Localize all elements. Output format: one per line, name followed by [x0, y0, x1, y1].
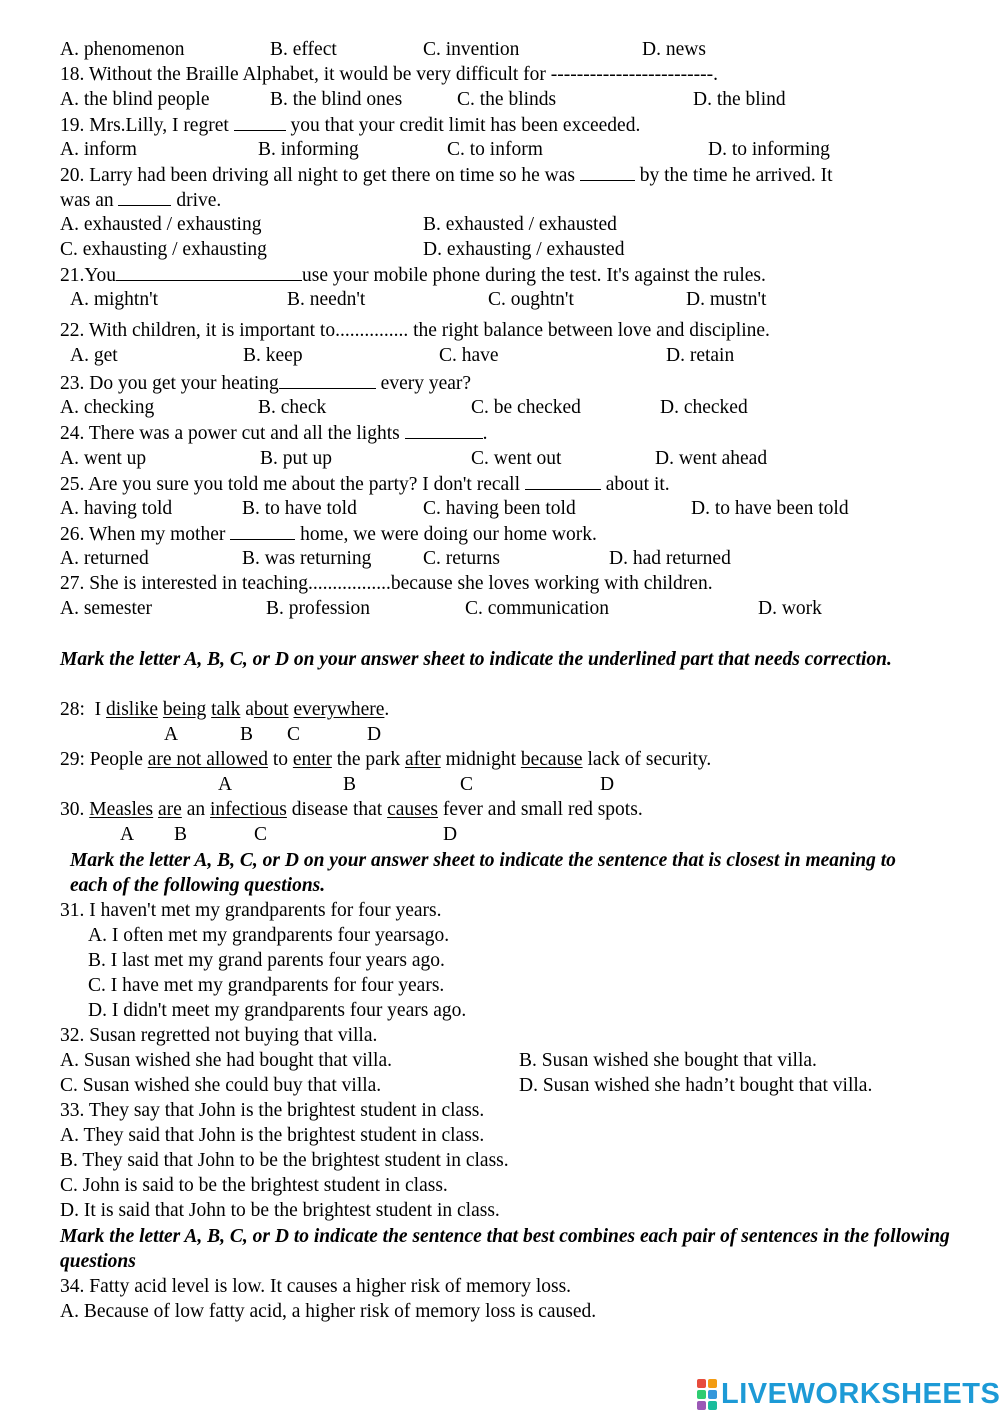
q23-question: 23. Do you get your heating every year? — [60, 370, 471, 396]
logo-text: LIVEWORKSHEETS — [721, 1377, 1000, 1410]
q29-part-d[interactable]: because — [520, 749, 583, 770]
q30-part-d[interactable]: causes — [387, 799, 438, 820]
q25-option-d[interactable]: D. to have been told — [691, 498, 849, 519]
logo-grid-icon — [697, 1379, 717, 1410]
q24-option-c[interactable]: C. went out — [471, 448, 562, 469]
q22-option-c[interactable]: C. have — [439, 345, 499, 366]
q31-option-d[interactable]: D. I didn't meet my grandparents four years ago. — [88, 1000, 467, 1021]
q30-letter-b: B — [174, 824, 188, 845]
q18-option-a[interactable]: A. the blind people — [60, 89, 210, 110]
q26-option-c[interactable]: C. returns — [423, 548, 500, 569]
q22-option-d[interactable]: D. retain — [666, 345, 735, 366]
answer-blank[interactable] — [116, 262, 302, 281]
answer-blank[interactable] — [580, 162, 635, 181]
q29-part-c[interactable]: after — [404, 749, 441, 770]
q32-option-c[interactable]: C. Susan wished she could buy that villa. — [60, 1075, 382, 1096]
q23-option-a[interactable]: A. checking — [60, 397, 155, 418]
q32-option-b[interactable]: B. Susan wished she bought that villa. — [519, 1050, 817, 1071]
q31-option-b[interactable]: B. I last met my grand parents four years ago. — [88, 950, 445, 971]
q29-letter-d: D — [600, 774, 615, 795]
q20-question-line2: was an drive. — [60, 187, 221, 213]
q30-part-a[interactable]: Measles — [89, 799, 154, 820]
q25-question: 25. Are you sure you told me about the party? I don't recall about it. — [60, 471, 670, 497]
q20-question: 20. Larry had been driving all night to get there on time so he was by the time he arrived. It — [60, 162, 833, 188]
q17-option-a[interactable]: A. phenomenon — [60, 39, 185, 60]
q20-option-d[interactable]: D. exhausting / exhausted — [423, 239, 625, 260]
q30-part-b[interactable]: are — [158, 799, 182, 820]
q28-part-a[interactable]: dislike — [106, 699, 159, 720]
q27-question: 27. She is interested in teaching.................because she loves working with children. — [60, 573, 713, 594]
q24-question: 24. There was a power cut and all the lights . — [60, 420, 487, 446]
q21-option-c[interactable]: C. oughtn't — [488, 289, 574, 310]
q33-option-d[interactable]: D. It is said that John to be the brightest student in class. — [60, 1200, 500, 1221]
q32-question: 32. Susan regretted not buying that villa. — [60, 1025, 378, 1046]
q17-option-b[interactable]: B. effect — [270, 39, 337, 60]
q30-letter-d: D — [443, 824, 458, 845]
q19-option-c[interactable]: C. to inform — [447, 139, 543, 160]
q27-option-c[interactable]: C. communication — [465, 598, 610, 619]
q27-option-d[interactable]: D. work — [758, 598, 822, 619]
q25-option-a[interactable]: A. having told — [60, 498, 173, 519]
q20-option-b[interactable]: B. exhausted / exhausted — [423, 214, 617, 235]
q29-part-b[interactable]: enter — [292, 749, 332, 770]
answer-blank[interactable] — [234, 112, 286, 131]
q21-option-a[interactable]: A. mightn't — [70, 289, 159, 310]
q34-question: 34. Fatty acid level is low. It causes a higher risk of memory loss. — [60, 1276, 572, 1297]
q22-option-b[interactable]: B. keep — [243, 345, 303, 366]
q30-letter-a: A — [120, 824, 135, 845]
q25-option-c[interactable]: C. having been told — [423, 498, 576, 519]
q21-option-d[interactable]: D. mustn't — [686, 289, 767, 310]
q20-option-c[interactable]: C. exhausting / exhausting — [60, 239, 267, 260]
q33-option-a[interactable]: A. They said that John is the brightest student in class. — [60, 1125, 485, 1146]
q28-letter-d: D — [367, 724, 382, 745]
q31-option-a[interactable]: A. I often met my grandparents four yearsago. — [88, 925, 450, 946]
liveworksheets-logo[interactable] — [697, 1377, 1000, 1411]
q19-question: 19. Mrs.Lilly, I regret you that your credit limit has been exceeded. — [60, 112, 640, 138]
q17-option-c[interactable]: C. invention — [423, 39, 520, 60]
q33-option-c[interactable]: C. John is said to be the brightest student in class. — [60, 1175, 448, 1196]
q33-option-b[interactable]: B. They said that John to be the brightest student in class. — [60, 1150, 509, 1171]
q18-option-c[interactable]: C. the blinds — [457, 89, 557, 110]
q23-option-d[interactable]: D. checked — [660, 397, 748, 418]
q26-option-d[interactable]: D. had returned — [609, 548, 731, 569]
q28-part-c[interactable]: bout — [253, 699, 289, 720]
q28-letter-c: C — [287, 724, 301, 745]
q34-option-a[interactable]: A. Because of low fatty acid, a higher risk of memory loss is caused. — [60, 1301, 597, 1322]
q30-part-c[interactable]: infectious — [210, 799, 287, 820]
q20-option-a[interactable]: A. exhausted / exhausting — [60, 214, 262, 235]
answer-blank[interactable] — [230, 521, 295, 540]
q17-option-d[interactable]: D. news — [642, 39, 706, 60]
answer-blank[interactable] — [118, 187, 171, 206]
q28-part-b[interactable]: being — [162, 699, 207, 720]
q26-question: 26. When my mother home, we were doing our home work. — [60, 521, 597, 547]
instruction-combine-sentences: Mark the letter A, B, C, or D to indicate the sentence that best combines each pair of sentences in the following questions — [60, 1226, 950, 1272]
q18-question: 18. Without the Braille Alphabet, it would be very difficult for -------------------------. — [60, 64, 718, 85]
q18-option-b[interactable]: B. the blind ones — [270, 89, 403, 110]
q24-option-d[interactable]: D. went ahead — [655, 448, 768, 469]
instruction-error-identification: Mark the letter A, B, C, or D on your answer sheet to indicate the underlined part that needs correction. — [60, 649, 892, 670]
q26-option-b[interactable]: B. was returning — [242, 548, 372, 569]
answer-blank[interactable] — [405, 420, 483, 439]
q33-question: 33. They say that John is the brightest student in class. — [60, 1100, 485, 1121]
q28-letter-b: B — [240, 724, 254, 745]
q24-option-b[interactable]: B. put up — [260, 448, 333, 469]
q27-option-a[interactable]: A. semester — [60, 598, 153, 619]
q19-option-a[interactable]: A. inform — [60, 139, 137, 160]
q28-part-d[interactable]: everywhere — [293, 699, 385, 720]
q19-option-b[interactable]: B. informing — [258, 139, 359, 160]
q22-question: 22. With children, it is important to............... the right balance between love and discipline. — [60, 320, 770, 341]
q22-option-a[interactable]: A. get — [70, 345, 118, 366]
q30-letter-c: C — [254, 824, 268, 845]
q31-question: 31. I haven't met my grandparents for four years. — [60, 900, 442, 921]
q30-question: 30. Measles are an infectious disease that causes fever and small red spots. — [60, 799, 643, 820]
q29-question: 29: People are not allowed to enter the park after midnight because lack of security. — [60, 749, 712, 770]
q32-option-d[interactable]: D. Susan wished she hadn’t bought that villa. — [519, 1075, 873, 1096]
q29-part-a[interactable]: are not allowed — [147, 749, 268, 770]
q31-option-c[interactable]: C. I have met my grandparents for four years. — [88, 975, 445, 996]
answer-blank[interactable] — [279, 370, 376, 389]
answer-blank[interactable] — [525, 471, 601, 490]
q19-option-d[interactable]: D. to informing — [708, 139, 830, 160]
q21-question: 21.You use your mobile phone during the test. It's against the rules. — [60, 262, 766, 288]
q29-letter-b: B — [343, 774, 357, 795]
q24-option-a[interactable]: A. went up — [60, 448, 147, 469]
q27-option-b[interactable]: B. profession — [266, 598, 370, 619]
q21-option-b[interactable]: B. needn't — [287, 289, 366, 310]
q29-letter-a: A — [218, 774, 233, 795]
q32-option-a[interactable]: A. Susan wished she had bought that villa. — [60, 1050, 393, 1071]
instruction-closest-meaning: Mark the letter A, B, C, or D on your answer sheet to indicate the sentence that is closest in meaning to each of the following questions. — [70, 850, 896, 896]
q28-letter-a: A — [164, 724, 179, 745]
q23-option-c[interactable]: C. be checked — [471, 397, 581, 418]
q18-option-d[interactable]: D. the blind — [693, 89, 786, 110]
q23-option-b[interactable]: B. check — [258, 397, 327, 418]
q26-option-a[interactable]: A. returned — [60, 548, 149, 569]
q29-letter-c: C — [460, 774, 474, 795]
q28-part-b2[interactable]: talk — [211, 699, 241, 720]
q28-question: 28: I dislike being talk about everywhere. — [60, 699, 390, 720]
q25-option-b[interactable]: B. to have told — [242, 498, 357, 519]
